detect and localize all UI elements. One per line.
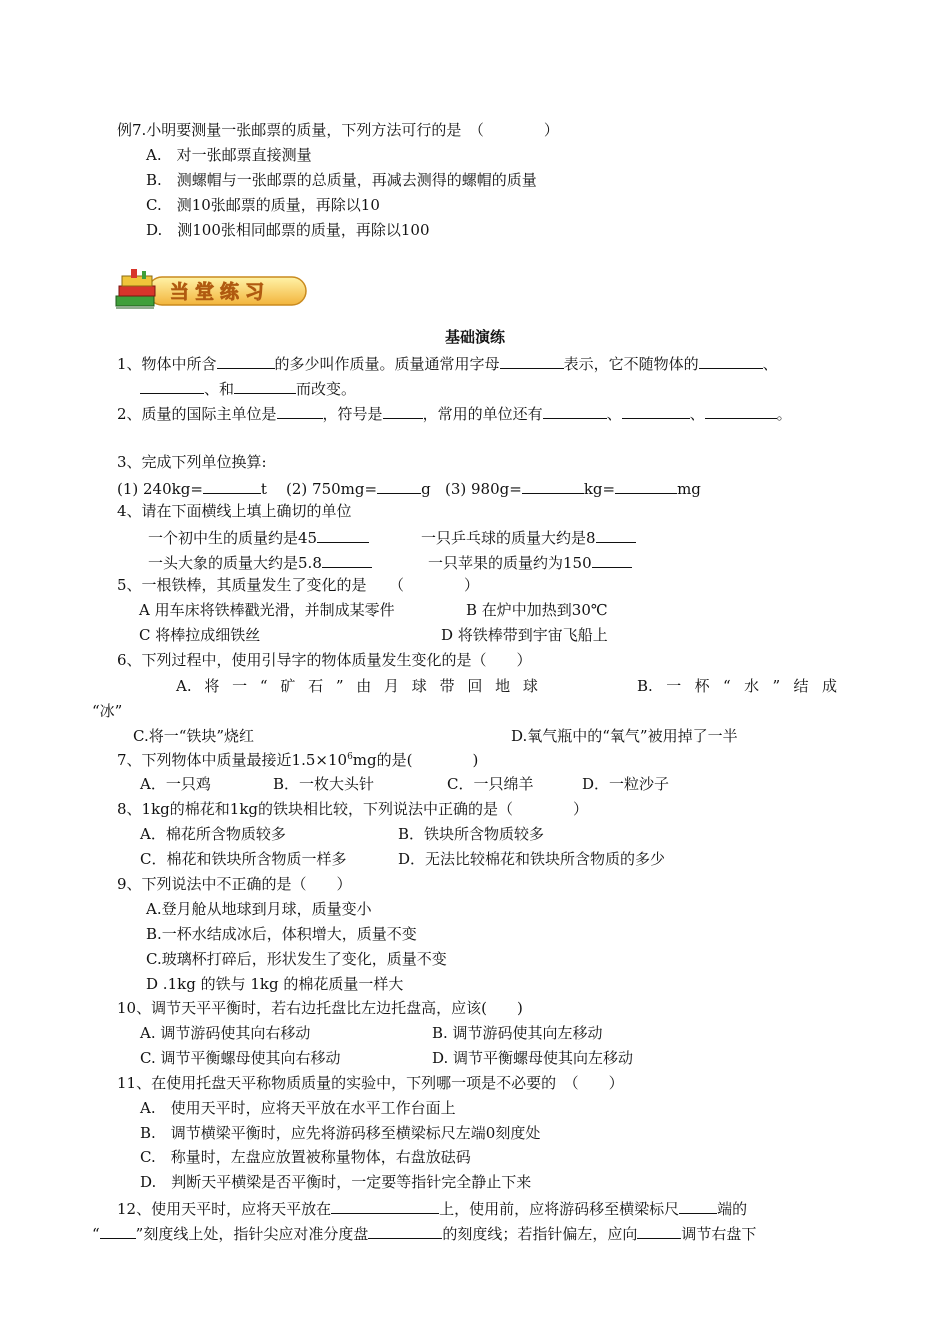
- banner-title: 当堂练习: [170, 281, 271, 303]
- question-11-option-b: B. 调节横梁平衡时，应先将游码移至横梁标尺左端0刻度处: [140, 1124, 541, 1142]
- question-7-option-b: B．一枚大头针: [273, 775, 375, 793]
- question-7-option-d: D．一粒沙子: [582, 775, 670, 793]
- question-6-option-c: C.将一“铁块”烧红: [133, 727, 255, 745]
- question-9-option-d: D .1kg 的铁与 1kg 的棉花质量一样大: [146, 975, 404, 993]
- question-6-option-b-cont: “冰”: [92, 702, 123, 720]
- question-6-option-a: A. 将 一 “ 矿 石 ” 由 月 球 带 回 地 球: [176, 677, 538, 695]
- example-7-option-a: A. 对一张邮票直接测量: [146, 146, 312, 164]
- question-8-option-c: C．棉花和铁块所含物质一样多: [140, 850, 347, 868]
- question-8-option-a: A．棉花所含物质较多: [140, 825, 286, 843]
- question-11-option-d: D. 判断天平横梁是否平衡时，一定要等指针完全静止下来: [140, 1173, 532, 1191]
- question-10-option-b: B. 调节游码使其向左移动: [432, 1024, 603, 1042]
- question-10-option-a: A. 调节游码使其向右移动: [140, 1024, 311, 1042]
- example-7-option-b: B. 测螺帽与一张邮票的总质量，再减去测得的螺帽的质量: [146, 171, 537, 189]
- question-4-stem: 4、请在下面横线上填上确切的单位: [117, 502, 352, 520]
- question-11-option-c: C. 称量时，左盘应放置被称量物体，右盘放砝码: [140, 1148, 471, 1166]
- question-8-option-b: B．铁块所含物质较多: [398, 825, 545, 843]
- question-7-option-a: A．一只鸡: [140, 775, 211, 793]
- section-title: 基础演练: [444, 328, 505, 346]
- question-3-items: (1) 240kg= t (2) 750mg= g (3) 980g= kg= mg: [117, 477, 701, 499]
- question-4-item-4: 一只苹果的质量约为150: [428, 551, 632, 573]
- question-4-item-1: 一个初中生的质量约是45: [148, 526, 369, 548]
- question-4-item-3: 一头大象的质量大约是5.8: [148, 551, 372, 573]
- question-9-option-c: C.玻璃杯打碎后，形状发生了变化，质量不变: [146, 950, 447, 968]
- question-5-option-d: D 将铁棒带到宇宙飞船上: [441, 626, 608, 644]
- practice-banner: [112, 266, 312, 316]
- question-10-option-d: D. 调节平衡螺母使其向左移动: [432, 1049, 634, 1067]
- question-10-option-c: C. 调节平衡螺母使其向右移动: [140, 1049, 341, 1067]
- question-9-stem: 9、下列说法中不正确的是（ ）: [117, 875, 352, 893]
- question-1-line-1: 1、物体中所含 的多少叫作质量。质量通常用字母 表示，它不随物体的 、: [117, 352, 778, 374]
- question-4-item-2: 一只乒乓球的质量大约是8: [421, 526, 636, 548]
- question-6-option-d: D.氧气瓶中的“氧气”被用掉了一半: [511, 727, 738, 745]
- question-2: 2、质量的国际主单位是 ，符号是 ，常用的单位还有 、 、 。: [117, 402, 792, 424]
- question-5-stem: 5、一根铁棒，其质量发生了变化的是 （ ）: [117, 576, 480, 594]
- question-6-option-b: B. 一 杯 “ 水 ” 结 成: [637, 677, 837, 695]
- example-7-option-c: C. 测10张邮票的质量，再除以10: [146, 196, 380, 214]
- question-1-line-2: 、和 而改变。: [140, 377, 356, 399]
- question-5-option-a: A 用车床将铁棒戳光滑，并制成某零件: [139, 601, 395, 619]
- question-9-option-a: A.登月舱从地球到月球，质量变小: [146, 900, 372, 918]
- question-7-stem: 7、下列物体中质量最接近$1.5\times 10^6mg$的是( ): [117, 751, 479, 769]
- question-8-stem: 8、1kg的棉花和1kg的铁块相比较，下列说法中正确的是（ ）: [117, 800, 589, 818]
- question-12-line-1: 12、使用天平时，应将天平放在 上，使用前，应将游码移至横梁标尺 端的: [117, 1197, 747, 1219]
- question-10-stem: 10、调节天平平衡时，若右边托盘比左边托盘高，应该( ): [117, 999, 523, 1017]
- question-3-stem: 3、完成下列单位换算:: [117, 453, 267, 471]
- question-7-option-c: C．一只绵羊: [447, 775, 534, 793]
- question-9-option-b: B.一杯水结成冰后，体积增大，质量不变: [146, 925, 417, 943]
- question-8-option-d: D．无法比较棉花和铁块所含物质的多少: [398, 850, 666, 868]
- question-11-stem: 11、在使用托盘天平称物质质量的实验中，下列哪一项是不必要的 （ ）: [117, 1074, 624, 1092]
- example-7-stem: 例7.小明要测量一张邮票的质量，下列方法可行的是 （ ）: [117, 121, 559, 139]
- example-7-option-d: D. 测100张相同邮票的质量，再除以100: [146, 221, 430, 239]
- question-11-option-a: A. 使用天平时，应将天平放在水平工作台面上: [140, 1099, 456, 1117]
- question-6-stem: 6、下列过程中，使用引导字的物体质量发生变化的是（ ）: [117, 651, 532, 669]
- books-icon: [116, 269, 155, 308]
- question-12-line-2: “ ”刻度线上处，指针尖应对准分度盘 的刻度线；若指针偏左，应向 调节右盘下: [92, 1222, 756, 1244]
- question-5-option-b: B 在炉中加热到30℃: [466, 601, 608, 619]
- question-5-option-c: C 将棒拉成细铁丝: [139, 626, 261, 644]
